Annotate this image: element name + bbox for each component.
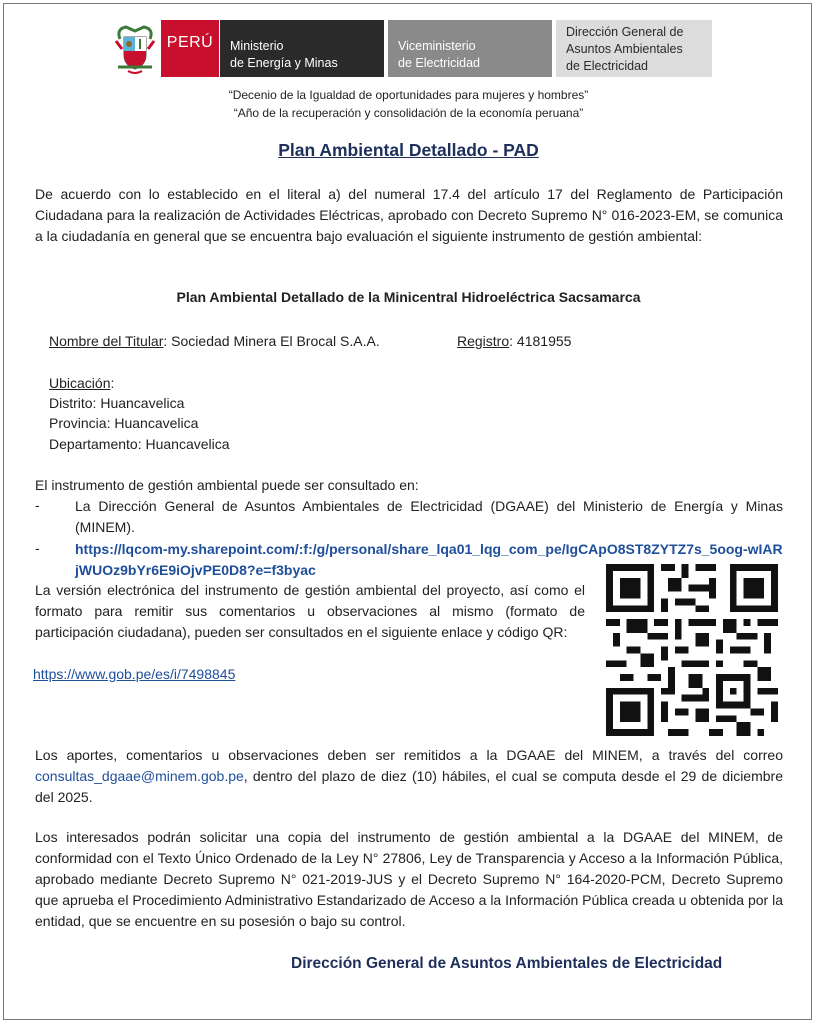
bullet-dgaae: La Dirección General de Asuntos Ambientales de Electricidad (DGAAE) del Ministerio de Energía y Minas (MINEM).	[75, 498, 783, 535]
location-label: Ubicación	[49, 375, 111, 391]
electronic-version-paragraph: La versión electrónica del instrumento de gestión ambiental del proyecto, así como el formato para remitir sus comentarios u observaciones al mismo (formato de participación ciudadana), pueden ser consultados en el siguiente enlace y código QR:	[35, 582, 585, 640]
gob-link-line	[33, 664, 235, 684]
holder-line	[49, 331, 380, 351]
direction-line-3: de Electricidad	[566, 59, 648, 73]
province-line: Provincia: Huancavelica	[49, 415, 199, 431]
decade-quote: “Decenio de la Igualdad de oportunidades para mujeres y hombres”	[228, 88, 589, 102]
location-heading	[49, 373, 114, 393]
location-colon: :	[110, 375, 115, 391]
national-crest-logo	[112, 21, 158, 77]
direction-line-1: Dirección General de	[566, 25, 684, 39]
ministry-line-1: Ministerio	[230, 39, 284, 53]
district-line: Distrito: Huancavelica	[49, 395, 185, 411]
signature-line: Dirección General de Asuntos Ambientales de Electricidad	[291, 955, 723, 972]
plan-subtitle: Plan Ambiental Detallado de la Minicentral Hidroeléctrica Sacsamarca	[176, 289, 641, 305]
contributions-text-2: , dentro del plazo de diez (10) hábiles, el cual se computa desde el 29 de diciembre del 2025.	[35, 768, 783, 805]
peru-brand-box	[161, 20, 219, 77]
ministry-line-2: de Energía y Minas	[230, 56, 338, 70]
vice-ministry-line-1: Viceministerio	[398, 39, 476, 53]
bullet-dash-1: -	[35, 497, 40, 513]
ministry-box	[220, 20, 384, 77]
direction-line-2: Asuntos Ambientales	[566, 42, 683, 56]
gob-link[interactable]: https://www.gob.pe/es/i/7498845	[33, 666, 236, 682]
sharepoint-link[interactable]: https://lqcom-my.sharepoint.com/:f:/g/personal/share_lqa01_lqg_com_pe/IgCApO8ST8ZYTZ7s_5oog-wIARjWUOz9bYr6E9iOjvPE0D8?e=f3byac	[75, 541, 783, 578]
registry-label: Registro	[457, 333, 510, 349]
contact-email-link[interactable]: consultas_dgaae@minem.gob.pe	[35, 768, 244, 784]
registry-line	[457, 331, 571, 351]
contributions-text-1: Los aportes, comentarios u observaciones deben ser remitidos a la DGAAE del MINEM, a través del correo	[35, 747, 783, 763]
holder-label: Nombre del Titular	[49, 333, 164, 349]
registry-value: : 4181955	[509, 333, 572, 349]
bullet-dash-2: -	[35, 540, 40, 556]
copy-request-paragraph: Los interesados podrán solicitar una copia del instrumento de gestión ambiental a la DGAAE del MINEM, de conformidad con el Texto Único Ordenado de la Ley N° 27806, Ley de Transparencia y Acceso a la Información Pública, aprobado mediante Decreto Supremo N° 021-2019-JUS y el Decreto Supremo N° 164-2020-PCM, Decreto Supremo que aprueba el Procedimiento Administrativo Estandarizado de Acceso a la Información Pública creada u obtenida por la entidad, que se encuentre en su posesión o bajo su control.	[35, 829, 783, 929]
intro-paragraph: De acuerdo con lo establecido en el literal a) del numeral 17.4 del artículo 17 del Reglamento de Participación Ciudadana para la realización de Actividades Eléctricas, aprobado con Decreto Supremo N° 016-2023-EM, se comunica a la ciudadanía en general que se encuentra bajo evaluación el siguiente instrumento de gestión ambiental:	[35, 186, 783, 244]
holder-value: : Sociedad Minera El Brocal S.A.A.	[163, 333, 380, 349]
year-quote: “Año de la recuperación y consolidación de la economía peruana”	[233, 106, 584, 120]
consult-intro: El instrumento de gestión ambiental puede ser consultado en:	[35, 477, 419, 493]
document-title: Plan Ambiental Detallado - PAD	[278, 140, 539, 160]
vice-ministry-line-2: de Electricidad	[398, 56, 480, 70]
country-label: PERÚ	[166, 34, 214, 51]
direction-box	[556, 20, 712, 77]
department-line: Departamento: Huancavelica	[49, 436, 230, 452]
vice-ministry-box	[388, 20, 552, 77]
contributions-paragraph	[35, 745, 783, 808]
qr-code[interactable]	[606, 564, 778, 736]
